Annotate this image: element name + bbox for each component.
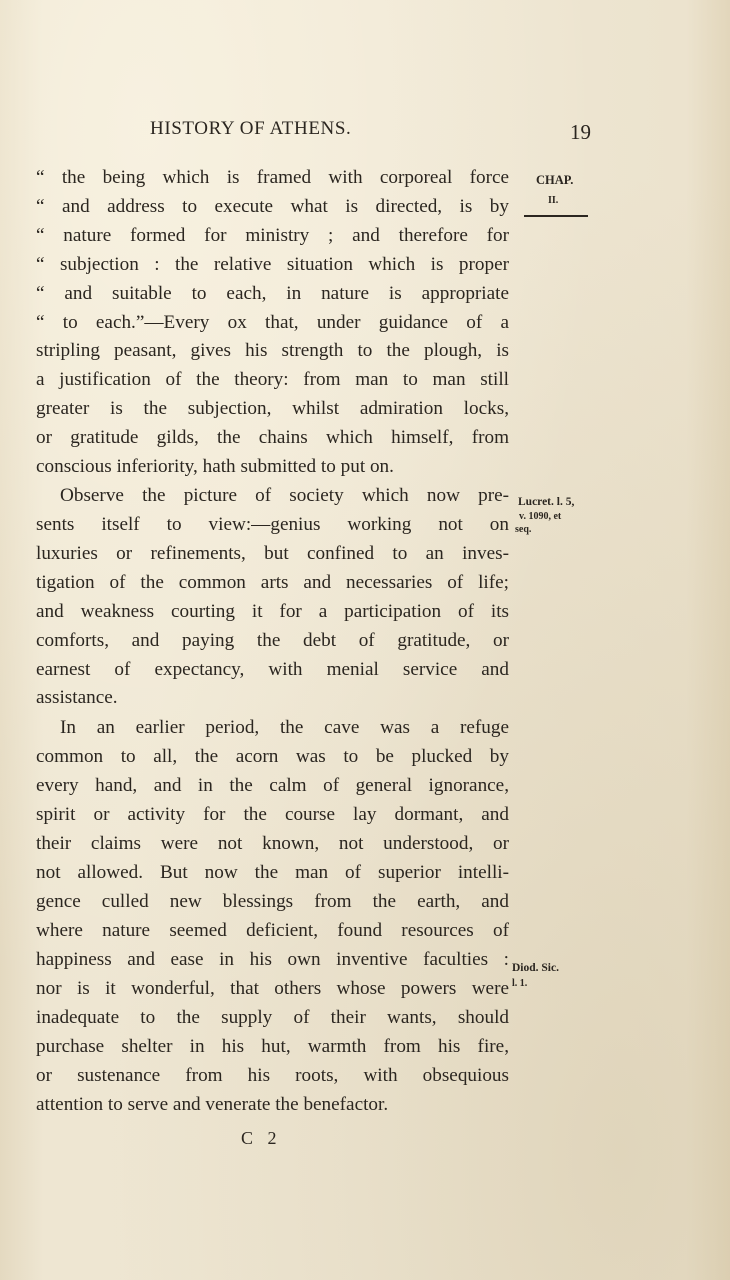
text-line: their claims were not known, not understood, or: [36, 833, 509, 854]
margin-chap-label: CHAP.: [536, 173, 574, 187]
running-title: HISTORY OF ATHENS.: [150, 118, 352, 139]
text-line: not allowed. But now the man of superior intelli-: [36, 862, 509, 883]
text-line: “ and suitable to each, in nature is appropriate: [36, 283, 509, 304]
text-line: “ and address to execute what is directed, is by: [36, 196, 509, 217]
text-line: “ nature formed for ministry ; and therefore for: [36, 225, 509, 246]
text-line: “ subjection : the relative situation which is proper: [36, 254, 509, 275]
margin-note-lucretius-line-2: v. 1090, et: [519, 511, 562, 522]
text-line: a justification of the theory: from man to man still: [36, 369, 509, 390]
text-line: tigation of the common arts and necessaries of life;: [36, 572, 509, 593]
text-line: “ the being which is framed with corporeal force: [36, 167, 509, 188]
text-line: gence culled new blessings from the earth, and: [36, 891, 509, 912]
text-line: Observe the picture of society which now pre-: [60, 485, 509, 506]
margin-note-diodorus-line-1: Diod. Sic.: [512, 962, 559, 974]
text-line: attention to serve and venerate the benefactor.: [36, 1094, 389, 1115]
margin-note-lucretius-line-1: Lucret. l. 5,: [518, 496, 575, 508]
text-line: earnest of expectancy, with menial service and: [36, 659, 509, 680]
text-line: inadequate to the supply of their wants, should: [36, 1007, 509, 1028]
text-line: assistance.: [36, 687, 118, 708]
text-line: stripling peasant, gives his strength to the plough, is: [36, 340, 509, 361]
text-line: purchase shelter in his hut, warmth from his fire,: [36, 1036, 509, 1057]
margin-note-diodorus-line-2: l. 1.: [512, 978, 528, 989]
margin-note-lucretius-line-3: seq.: [515, 524, 532, 535]
margin-chap-number: II.: [548, 195, 559, 206]
text-line: conscious inferiority, hath submitted to put on.: [36, 456, 394, 477]
text-line: happiness and ease in his own inventive faculties :: [36, 949, 509, 970]
text-line: and weakness courting it for a participation of its: [36, 601, 509, 622]
signature-mark: C 2: [241, 1128, 282, 1148]
text-line: “ to each.”—Every ox that, under guidance of a: [36, 312, 509, 333]
text-line: In an earlier period, the cave was a refuge: [60, 717, 509, 738]
text-line: or gratitude gilds, the chains which himself, from: [36, 427, 509, 448]
text-line: every hand, and in the calm of general ignorance,: [36, 775, 509, 796]
text-line: where nature seemed deficient, found resources of: [36, 920, 509, 941]
text-line: spirit or activity for the course lay dormant, and: [36, 804, 509, 825]
text-line: nor is it wonderful, that others whose powers were: [36, 978, 509, 999]
text-line: comforts, and paying the debt of gratitude, or: [36, 630, 509, 651]
text-line: sents itself to view:—genius working not on: [36, 514, 509, 535]
page-number: 19: [570, 120, 591, 144]
text-line: common to all, the acorn was to be plucked by: [36, 746, 509, 767]
text-line: or sustenance from his roots, with obsequious: [36, 1065, 509, 1086]
chap-rule-divider: [524, 215, 588, 217]
text-line: luxuries or refinements, but confined to an inves-: [36, 543, 509, 564]
text-line: greater is the subjection, whilst admiration locks,: [36, 398, 509, 419]
